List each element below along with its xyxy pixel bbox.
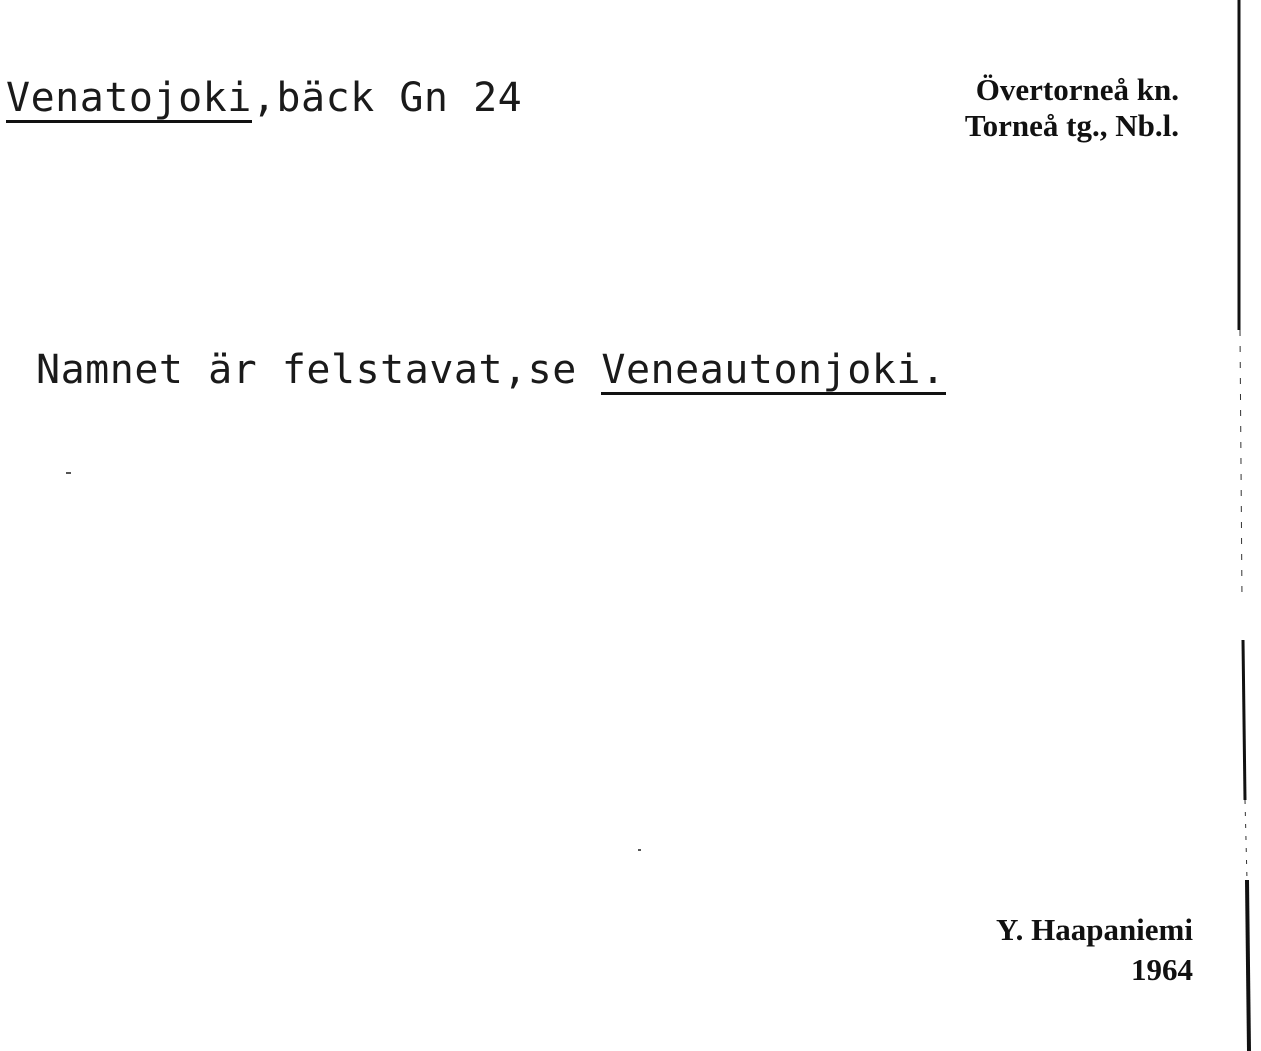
place-name: Venatojoki xyxy=(6,75,252,121)
card-edge-line xyxy=(1231,0,1261,1051)
place-type: ,bäck Gn 24 xyxy=(251,75,523,121)
location-line-2: Torneå tg., Nb.l. xyxy=(964,108,1179,143)
signature-name: Y. Haapaniemi xyxy=(996,912,1193,947)
signature-year: 1964 xyxy=(1131,952,1193,987)
scan-speck xyxy=(638,849,641,851)
signature-block xyxy=(996,910,1193,990)
location-block xyxy=(965,72,1179,144)
location-line-1: Övertorneå kn. xyxy=(975,72,1179,107)
card-heading xyxy=(6,74,522,123)
reference-name: Veneautonjoki. xyxy=(601,347,946,393)
card-note xyxy=(36,346,946,395)
note-text: Namnet är felstavat,se xyxy=(36,347,602,393)
scan-speck xyxy=(66,472,71,474)
